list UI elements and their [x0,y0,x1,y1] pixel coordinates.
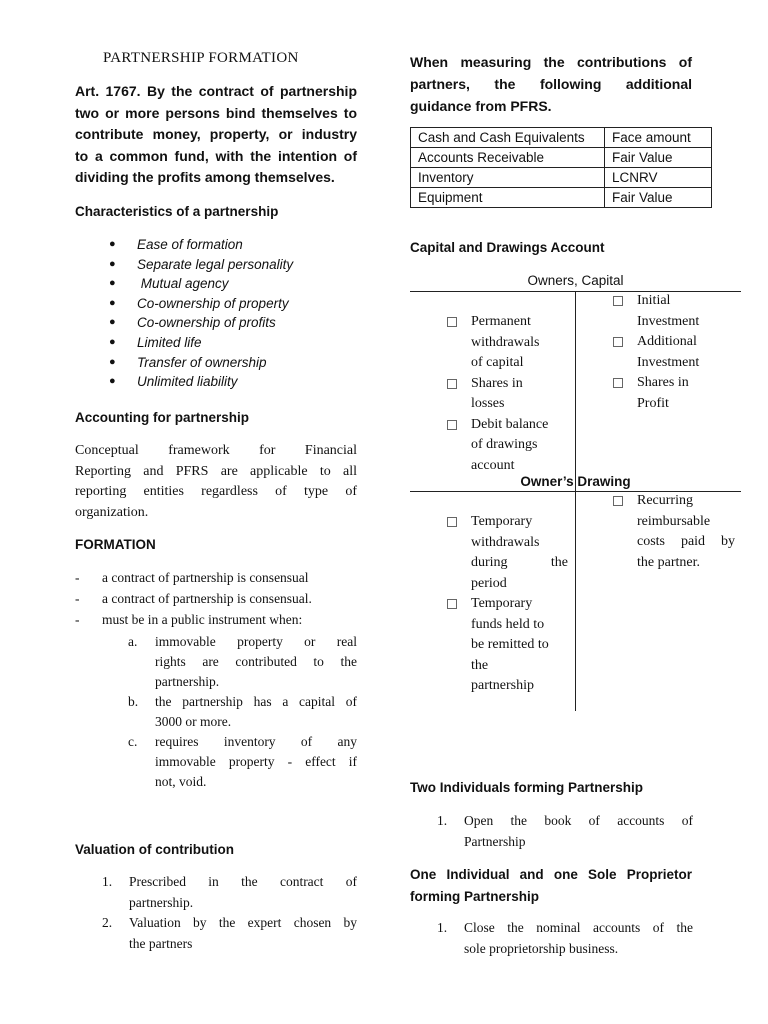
table-row: Cash and Cash Equivalents Face amount [411,128,712,148]
list-item: 1. Open the book of accounts of Partnership [437,813,693,849]
para-line: partners, the following additional [410,76,692,92]
capital-debit-side [447,312,568,476]
list-item: c. requires inventory of any immovable property - effect if not, void. [128,734,357,789]
table-row: Equipment Fair Value [411,188,712,208]
list-item: 1. Close the nominal accounts of the sole proprietorship business. [437,920,693,956]
list-item: ● Co-ownership of property [109,294,359,314]
bullet-icon: ● [109,296,116,309]
list-item: ● Limited life [109,333,359,353]
para-line: organization. [75,504,149,520]
list-item: Shares in losses [447,374,568,415]
list-item: ● Ease of formation [109,235,359,255]
drawing-account-divider [575,491,576,711]
accounting-paragraph [75,441,357,523]
para-line: Conceptual framework for Financial [75,443,357,458]
one-individual-heading [410,864,692,907]
list-item: Recurring reimbursable costs paid by the partner. [613,491,735,573]
valuation-heading: Valuation of contribution [75,842,234,857]
list-item: - a contract of partnership is consensual. [75,591,312,606]
checkbox-icon [447,420,457,430]
list-item: ● Separate legal personality [109,255,359,275]
list-item: - must be in a public instrument when: [75,612,303,627]
list-item: Permanent withdrawals of capital [447,312,568,374]
heading-line: One Individual and one Sole Proprietor [410,867,692,882]
list-item: Additional Investment [613,332,735,373]
list-item: a. immovable property or real rights are contributed to the partnership. [128,634,357,689]
drawing-account-title: Owner’s Drawing [520,474,631,489]
list-item: ● Co-ownership of profits [109,313,359,333]
table-row: Accounts Receivable Fair Value [411,148,712,168]
bullet-icon: ● [109,277,116,290]
capital-account-divider [575,291,576,491]
list-item: 2. Valuation by the expert chosen by the partners [102,915,357,951]
para-line: When measuring the contributions of [410,54,692,70]
para-line: guidance from PFRS. [410,98,552,114]
bullet-icon: ● [109,335,116,348]
drawing-credit-side [613,491,735,573]
formation-sublist [128,632,357,792]
two-individuals-list [437,811,693,852]
list-item: 1. Prescribed in the contract of partnership. [102,874,357,910]
bullet-icon: ● [109,257,116,270]
valuation-list [102,872,357,954]
list-item: ● Mutual agency [109,274,359,294]
checkbox-icon [447,317,457,327]
bullet-icon: ● [109,355,116,368]
checkbox-icon [613,378,623,388]
bullet-icon: ● [109,375,116,388]
art-1767-paragraph [75,81,357,189]
list-item: Initial Investment [613,291,735,332]
art-line: contribute money, property, or industry [75,126,357,142]
two-individuals-heading: Two Individuals forming Partnership [410,780,644,795]
characteristics-list [109,235,359,392]
checkbox-icon [613,496,623,506]
formation-heading: FORMATION [75,537,156,552]
capital-credit-side [613,291,735,414]
checkbox-icon [447,517,457,527]
checkbox-icon [447,599,457,609]
list-item: - a contract of partnership is consensual [75,570,309,585]
list-item: Temporary funds held to be remitted to the partnership [447,594,568,697]
para-line: Reporting and PFRS are applicable to all [75,463,357,479]
characteristics-heading: Characteristics of a partnership [75,204,279,219]
art-line: dividing the profits among themselves. [75,169,335,185]
art-line: two or more persons bind themselves to [75,104,357,121]
checkbox-icon [447,379,457,389]
accounting-heading: Accounting for partnership [75,410,250,425]
bullet-icon: ● [109,238,116,250]
para-line: reporting entities regardless of type of [75,484,357,499]
list-item: Temporary withdrawals during the period [447,512,568,594]
list-item: ● Unlimited liability [109,372,359,392]
list-item: Debit balance of drawings account [447,415,568,477]
checkbox-icon [613,296,623,306]
capital-drawings-heading: Capital and Drawings Account [410,240,605,255]
pfrs-intro [410,51,692,117]
list-item: Shares in Profit [613,373,735,414]
list-item: b. the partnership has a capital of 3000 or more. [128,694,357,729]
page-title: PARTNERSHIP FORMATION [103,50,299,66]
art-line: Art. 1767. By the contract of partnership [75,83,357,99]
bullet-icon: ● [109,316,116,329]
list-item: ● Transfer of ownership [109,353,359,373]
table-row: Inventory LCNRV [411,168,712,188]
drawing-debit-side [447,512,568,697]
checkbox-icon [613,337,623,347]
one-individual-list [437,918,693,959]
heading-line: forming Partnership [410,888,540,904]
capital-account-title: Owners, Capital [527,273,624,288]
pfrs-valuation-table [410,127,712,208]
art-line: to a common fund, with the intention of [75,147,357,164]
formation-list [75,567,359,630]
